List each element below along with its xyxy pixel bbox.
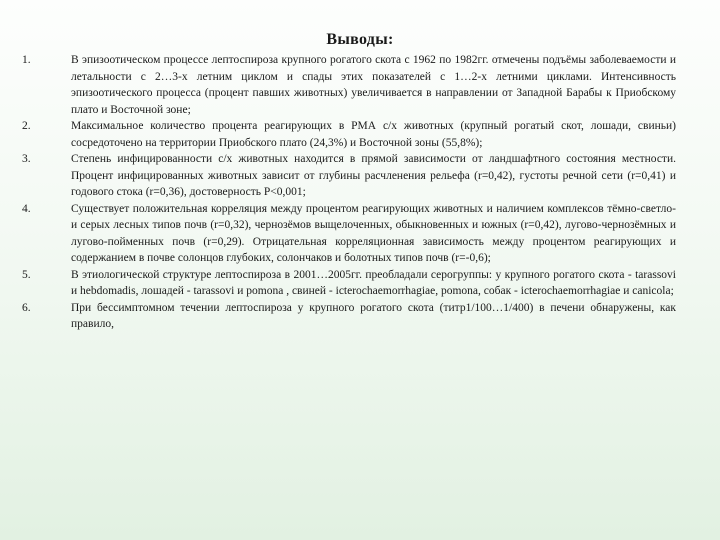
list-item [22,118,676,151]
list-item-number: 1. [22,54,31,66]
list-item [22,52,676,118]
list-item [22,151,676,201]
list-item-text: Степень инфицированности с/х животных находится в прямой зависимости от ландшафтного состояния местности. Процент инфицированных животных зависит от глубины расчленения рельефа (r=0,42), густоты речной сети (r=0,41) и годового стока (r=0,36), достоверность P<0,001; [71,153,676,198]
page-title-text: Выводы: [326,31,394,48]
list-item-number: 2. [22,120,31,132]
list-item [22,300,676,333]
list-item-text: В эпизоотическом процессе лептоспироза крупного рогатого скота с 1962 по 1982гг. отмечены подъёмы заболеваемости и летальности с 2…3-х летним циклом и спады этих показателей с 1…2-х летними циклами. Интенсивность эпизоотического процесса (процент павших животных) увеличивается в направлении от Западной Барабы к Приобскому плато и Восточной зоне; [71,54,676,116]
list-item-text: Существует положительная корреляция между процентом реагирующих животных и наличием комплексов тёмно-светло- и серых лесных типов почв (r=0,32), чернозёмов выщелоченных, обыкновенных и южных (r=0,42), лугово-чернозёмных и лугово-пойменных почв (r=0,29). Отрицательная корреляционная зависимость между процентом реагирующих и содержанием в почве солонцов глубоких, солончаков и болотных типов почв (r=-0,6); [71,202,676,264]
list-item-number: 6. [22,301,31,314]
page-title [0,31,720,49]
list-item-text: При бессимптомном течении лептоспироза у крупного рогатого скота (титр1/100…1/400) в печени обнаружены, как правило, [71,301,676,330]
list-item-text: В этиологической структуре лептоспироза в 2001…2005гг. преобладали серогруппы: у крупного рогатого скота - tarassovi и hebdomadis, лошадей - tarassovi и pomona , свиней - icterochaemorrhagiae, pomona, собак - icterochaemorrhagiae и canicola; [71,268,676,297]
conclusions-list [22,52,676,333]
list-item-number: 4. [22,202,31,215]
list-item-number: 5. [22,268,31,281]
list-item [22,267,676,300]
list-item-text: Максимальное количество процента реагирующих в РМА с/х животных (крупный рогатый скот, лошади, свиньи) сосредоточено на территории Приобского плато (24,3%) и Восточной зоны (55,8%); [71,120,676,149]
list-item [22,201,676,267]
list-item-number: 3. [22,153,31,165]
